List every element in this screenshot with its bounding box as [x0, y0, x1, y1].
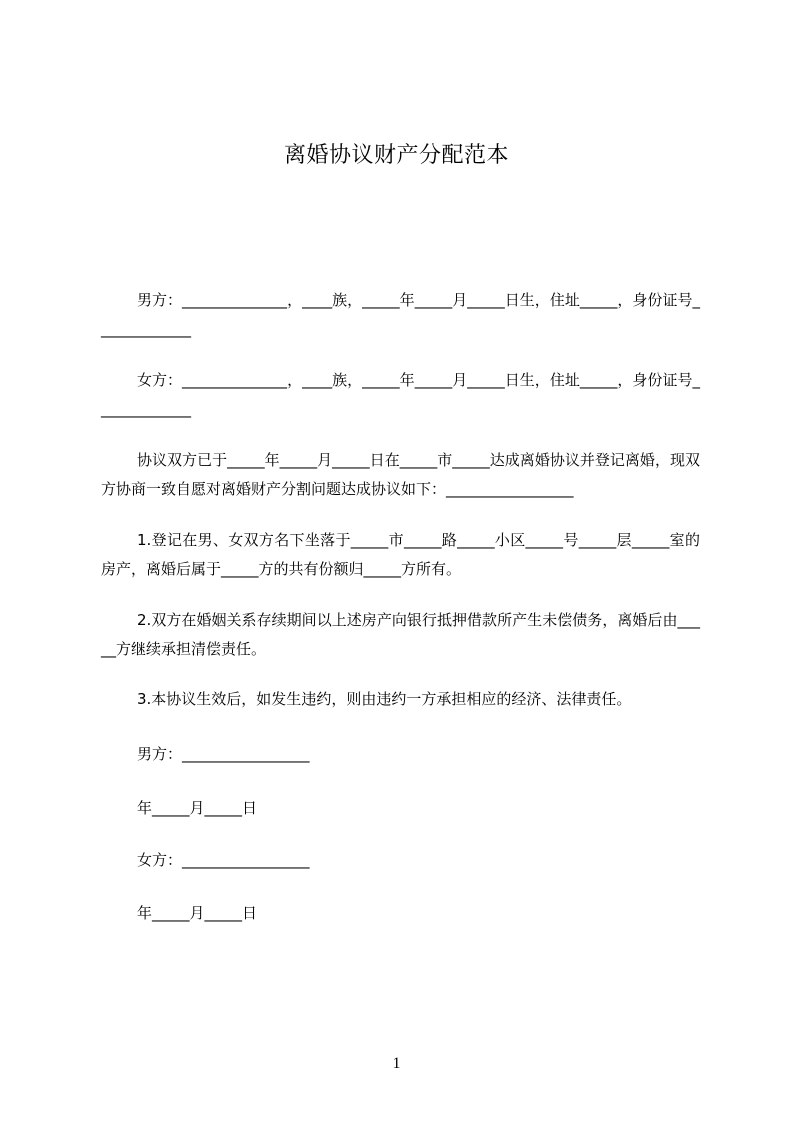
husband-signature-line: 男方：_________________ — [137, 745, 310, 763]
husband-date-line: 年_____月_____日 — [137, 799, 258, 817]
wife-date-line: 年_____月_____日 — [137, 904, 258, 922]
husband-info-paragraph: 男方：______________，____族，_____年_____月_____日生，住址_____，身份证号_____________ — [101, 291, 700, 338]
wife-info-paragraph: 女方：______________，____族，_____年_____月_____日生，住址_____，身份证号_____________ — [101, 371, 700, 418]
clause-1-paragraph: 1.登记在男、女双方名下坐落于_____市_____路_____小区_____号_____层_____室的房产，离婚后属于_____方的共有份额归_____方所有。 — [101, 531, 700, 578]
preamble-paragraph: 协议双方已于_____年_____月_____日在_____市_____达成离婚协议并登记离婚，现双方协商一致自愿对离婚财产分割问题达成协议如下：_________________ — [101, 451, 700, 498]
clause-2-paragraph: 2.双方在婚姻关系存续期间以上述房产向银行抵押借款所产生未偿债务，离婚后由_____方继续承担清偿责任。 — [101, 611, 700, 658]
page-number: 1 — [392, 1055, 401, 1072]
clause-3-paragraph: 3.本协议生效后，如发生违约，则由违约一方承担相应的经济、法律责任。 — [137, 690, 632, 708]
document-title: 离婚协议财产分配范本 — [283, 143, 509, 168]
wife-signature-line: 女方：_________________ — [137, 851, 310, 869]
